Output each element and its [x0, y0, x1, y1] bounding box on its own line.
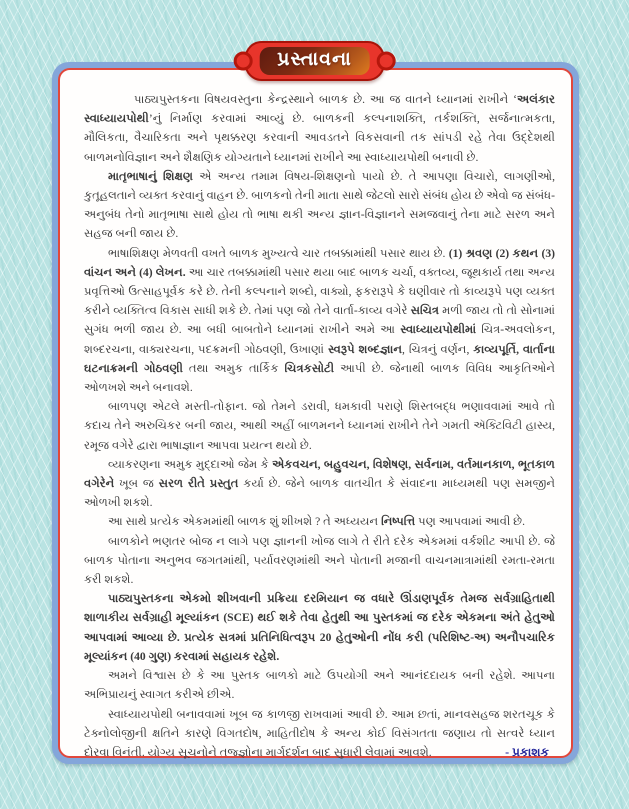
text-segment: સચિત્ર	[410, 304, 440, 318]
text-segment: અમને વિશ્વાસ છે કે આ પુસ્તક બાળકો માટે ઉપયોગી અને આનંદદાયક બની રહેશે. આપના અભિપ્રાયનું સ્વાગત કરીએ છીએ.	[84, 669, 555, 702]
text-segment: તથા અમુક તાર્કિક	[182, 361, 285, 375]
text-segment: એકવચન, બહુવચન, વિશેષણ, સર્વનામ, વર્તમાનકાળ, ભૂતકાળ વગેરેને	[84, 457, 555, 491]
document-body	[63, 78, 568, 760]
text-segment: સરળ રીતે પ્રસ્તુત	[158, 477, 239, 491]
paragraph	[84, 512, 555, 531]
paragraph	[84, 532, 555, 590]
paragraph	[84, 666, 555, 704]
text-segment: પાઠ્યપુસ્તકના વિષયવસ્તુના કેન્દ્રસ્થાને બાળક છે. આ જ વાતને ધ્યાનમાં રાખીને ‘	[134, 93, 517, 106]
text-segment: એ અન્ય તમામ વિષય-શિક્ષણનો પાયો છે. તે આપણા વિચારો, લાગણીઓ, કુતૂહલતાને વ્યક્ત કરવાનું વાહન છે. બાળકનો તેની માતા સાથે જેટલો સારો સંબંધ હોય છે એવો જ સંબંધ-અનુબંધ તેનો માતૃભાષા સાથે હોય તો ભાષા થકી અન્ય જ્ઞાન-વિજ્ઞાનને સમજવાનું તેના માટે સરળ અને સહજ બની જાય છે.	[84, 169, 555, 241]
text-segment: આ ચાર તબક્કામાંથી પસાર થયા બાદ બાળક ચર્ચા, વક્તવ્ય, જૂથકાર્ય તથા અન્ય પ્રવૃત્તિઓ ઉત્સાહપૂર્વક કરે છે. તેની કલ્પનાને શબ્દો, વાક્યો, ફકરારૂપે કે ઘણીવાર તો કાવ્યરૂપે પણ વ્યક્ત કરીને વ્યક્તિત્વ વિકાસ સાધી શકે છે. તેમાં પણ જો તેને વાર્તા-કાવ્ય વગેરે	[84, 265, 555, 318]
text-segment: સ્વરૂપે શબ્દજ્ઞાન	[327, 342, 403, 356]
text-segment: ભાષાશિક્ષણ મેળવતી વખતે બાળક મુખ્યત્વે ચાર તબક્કામાંથી પસાર થાય છે.	[108, 246, 449, 260]
text-segment: કર્યા છે. જેને બાળક વાતચીત કે સંવાદના માધ્યમથી પણ સમજીને ઓળખી શકશે.	[84, 477, 555, 510]
text-segment: ચિત્રકસોટી	[284, 361, 335, 375]
title-banner	[244, 41, 385, 81]
text-segment: , ચિત્રનું વર્ણન,	[402, 342, 474, 356]
text-segment: વ્યાકરણના અમુક મુદ્દાઓ જેમ કે	[108, 457, 273, 471]
text-segment: આપી છે. જેનાથી બાળક વિવિધ આકૃતિઓને ઓળખશે અને બનાવશે.	[84, 361, 556, 395]
banner-knob-right-icon	[377, 52, 396, 71]
page-title: પ્રસ્તાવના	[277, 49, 352, 70]
text-segment: મળી જાય તો તો સોનામાં સુગંધ ભળી જાય છે. આ બધી બાબતોને ધ્યાનમાં રાખીને અમે આ	[84, 304, 555, 337]
text-segment: આ સાથે પ્રત્યેક એકમમાંથી બાળક શું શીખશે ? તે અધ્યયન	[108, 515, 382, 529]
text-segment: (1) શ્રવણ (2) કથન (3) વાંચન અને (4) લેખન.	[84, 246, 555, 279]
text-segment: બાળપણ એટલે મસ્તી-તોફાન. જો તેમને ડરાવી, ધમકાવી પરાણે શિસ્તબદ્ધ ભણાવવામાં આવે તો કદાચ તેને અરુચિકર બની જાય, આથી અહીં બાળમનને ધ્યાનમાં રાખીને તેને ગમતી ઍક્ટિવિટી હાસ્ય, રમૂજ વગેરે દ્વારા ભાષાજ્ઞાન આપવા પ્રયત્ન થયો છે.	[84, 400, 555, 452]
text-segment: અલંકાર સ્વાધ્યાયપોથી	[84, 93, 555, 126]
text-segment: પાઠ્યપુસ્તકના એકમો શીખવાની પ્રક્રિયા દરમિયાન જ વધારે ઊંડાણપૂર્વક તેમજ સર્વગ્રાહિતાથી શાળાકીય સર્વગ્રાહી મૂલ્યાંકન (SCE) થઈ શકે તેવા હેતુથી આ પુસ્તકમાં જ દરેક એકમના અંતે હેતુઓ આપવામાં આવ્યા છે. પ્રત્યેક સત્રમાં પ્રતિનિધિત્વરૂપ 20 હેતુઓની નોંધ કરી (પરિશિષ્ટ-અ) અનૌપચારિક મૂલ્યાંકન (40 ગુણ) કરવામાં સહાયક રહેશે.	[84, 592, 555, 663]
text-segment: નિષ્પત્તિ	[381, 515, 416, 529]
paragraph	[84, 167, 555, 244]
title-banner-capsule	[244, 41, 385, 81]
publisher-signature: - પ્રકાશક	[505, 744, 549, 759]
title-banner-panel	[259, 47, 370, 75]
paragraph	[84, 397, 555, 455]
text-segment: ચિત્ર-અવલોકન, શબ્દરચના, વાક્યરચના, પદક્રમની ગોઠવણી, ઉખાણાં	[84, 323, 555, 356]
text-segment: સ્વાધ્યાયપોથી બનાવવામાં ખૂબ જ કાળજી રાખવામાં આવી છે. આમ છતાં, માનવસહજ શરતચૂક કે ટેક્નોલોજીની ક્ષતિને કારણે વિગતદોષ, માહિતીદોષ કે અન્ય કોઈ વિસંગતતા જણાય તો સત્વરે ધ્યાન દોરવા વિનંતી. યોગ્ય સૂચનોને તજ્જ્ઞોના માર્ગદર્શન બાદ સુધારી લેવામાં આવશે.	[84, 707, 555, 759]
text-segment: માતૃભાષાનું શિક્ષણ	[108, 169, 194, 183]
banner-knob-left-icon	[233, 52, 252, 71]
text-segment: બાળકોને ભણતર બોજ ન લાગે પણ જ્ઞાનની ખોજ લાગે તે રીતે દરેક એકમમાં વર્કશીટ આપી છે. જે બાળક પોતાના અનુભવ જગતમાંથી, પર્યાવરણમાંથી અને પોતાની મજાની વાચનમાત્રામાંથી રમતા-રમતા કરી શકશે.	[84, 534, 555, 587]
paragraph	[84, 244, 555, 398]
text-segment: સ્વાધ્યાયપોથીમાં	[400, 323, 477, 337]
paragraph	[84, 589, 555, 666]
text-segment: ’નું નિર્માણ કરવામાં આવ્યું છે. બાળકની કલ્પનાશક્તિ, તર્કશક્તિ, સર્જનાત્મકતા, મૌલિકતા, વૈચારિકતા અને પૃથક્કરણ કરવાની આવડતને વિકસવાની તક સાંપડી રહે તેવા ઉદ્દેશથી બાળમનોવિજ્ઞાન અને શૈક્ષણિક યોગ્યતાને ધ્યાનમાં રાખીને આ સ્વાધ્યાયપોથી બનાવી છે.	[84, 112, 555, 164]
text-segment: પણ આપવામાં આવી છે.	[415, 515, 526, 529]
text-segment: કાવ્યપૂર્તિ, વાર્તાના ઘટનાક્રમની ગોઠવણી	[84, 342, 555, 375]
paragraph	[84, 90, 555, 167]
paragraph	[84, 455, 555, 513]
text-segment: ખૂબ જ	[114, 477, 159, 491]
